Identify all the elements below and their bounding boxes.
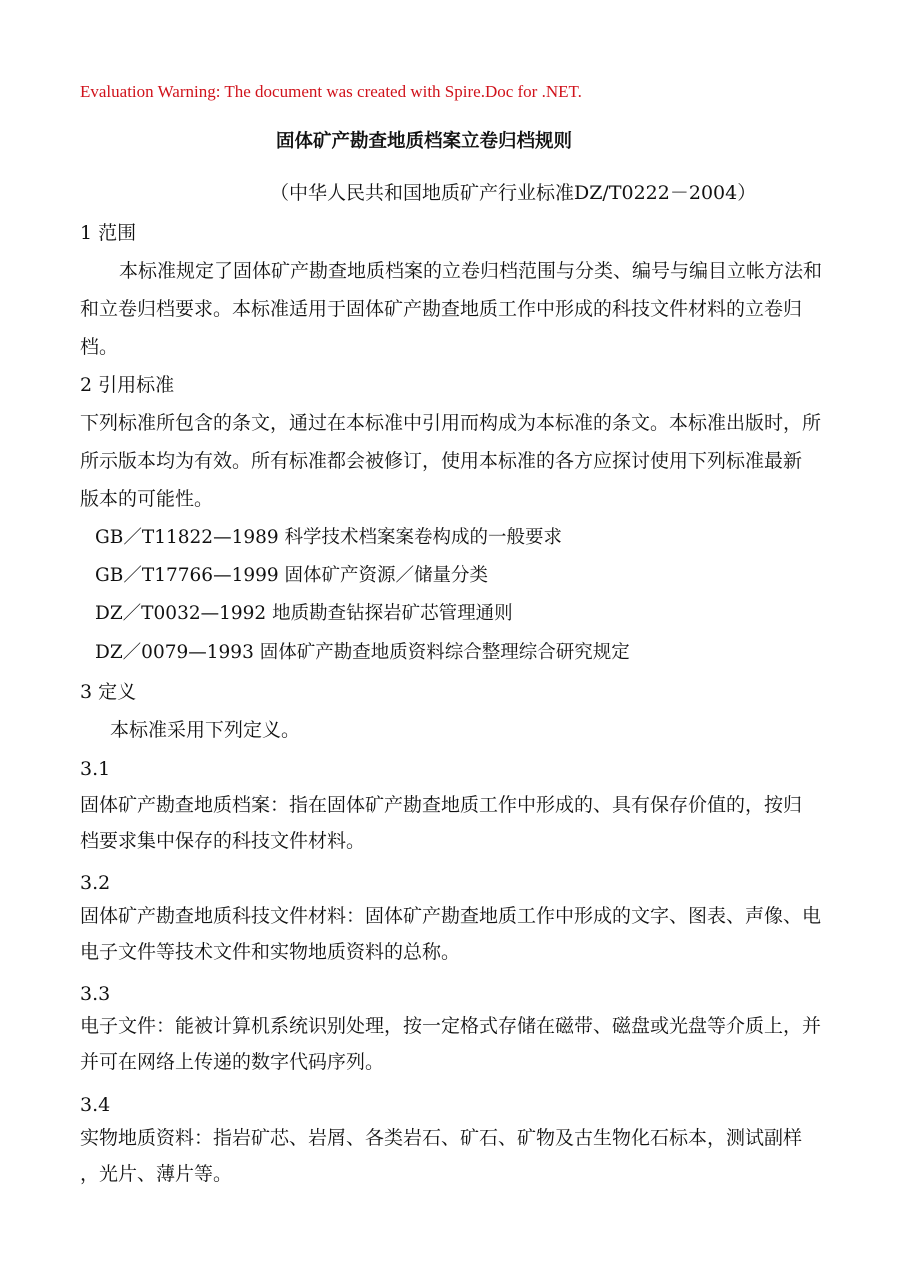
paragraph-line: 固体矿产勘查地质科技文件材料：固体矿产勘查地质工作中形成的文字、图表、声像、电 — [80, 905, 822, 927]
paragraph-line: 档要求集中保存的科技文件材料。 — [80, 830, 366, 852]
paragraph-line: 本标准采用下列定义。 — [110, 719, 301, 741]
definition-number: 3.3 — [80, 983, 111, 1005]
evaluation-warning: Evaluation Warning: The document was created with Spire.Doc for .NET. — [80, 82, 582, 101]
paragraph-line: 实物地质资料：指岩矿芯、岩屑、各类岩石、矿石、矿物及古生物化石标本，测试副样 — [80, 1127, 803, 1149]
paragraph-line: 电子文件等技术文件和实物地质资料的总称。 — [80, 941, 461, 963]
paragraph-line: 档。 — [80, 336, 119, 358]
paragraph-line: 电子文件：能被计算机系统识别处理，按一定格式存储在磁带、磁盘或光盘等介质上，并 — [80, 1015, 822, 1037]
paragraph-line: 和立卷归档要求。本标准适用于固体矿产勘查地质工作中形成的科技文件材料的立卷归 — [80, 298, 803, 320]
paragraph-line: 所示版本均为有效。所有标准都会被修订，使用本标准的各方应探讨使用下列标准最新 — [80, 450, 803, 472]
paragraph-line: 固体矿产勘查地质档案：指在固体矿产勘查地质工作中形成的、具有保存价值的，按归 — [80, 794, 803, 816]
reference-standard: GB／T11822—1989 科学技术档案案卷构成的一般要求 — [95, 527, 563, 548]
reference-standard: GB／T17766—1999 固体矿产资源／储量分类 — [95, 565, 489, 586]
definition-number: 3.2 — [80, 872, 111, 894]
document-title: 固体矿产勘查地质档案立卷归档规则 — [276, 131, 573, 152]
document-subtitle: （中华人民共和国地质矿产行业标准DZ/T0222－2004） — [270, 182, 757, 204]
section-heading-definitions: 3 定义 — [80, 681, 137, 703]
paragraph-line: 版本的可能性。 — [80, 488, 214, 510]
paragraph-line: 下列标准所包含的条文，通过在本标准中引用而构成为本标准的条文。本标准出版时，所 — [80, 412, 822, 434]
definition-number: 3.4 — [80, 1094, 111, 1116]
paragraph-line: 本标准规定了固体矿产勘查地质档案的立卷归档范围与分类、编号与编目立帐方法和 — [119, 260, 823, 282]
paragraph-line: 并可在网络上传递的数字代码序列。 — [80, 1051, 385, 1073]
reference-standard: DZ／0079—1993 固体矿产勘查地质资料综合整理综合研究规定 — [95, 642, 630, 663]
section-heading-references: 2 引用标准 — [80, 374, 175, 396]
definition-number: 3.1 — [80, 758, 111, 780]
section-heading-scope: 1 范围 — [80, 222, 137, 244]
paragraph-line: ，光片、薄片等。 — [80, 1163, 233, 1185]
reference-standard: DZ／T0032—1992 地质勘查钻探岩矿芯管理通则 — [95, 603, 513, 624]
